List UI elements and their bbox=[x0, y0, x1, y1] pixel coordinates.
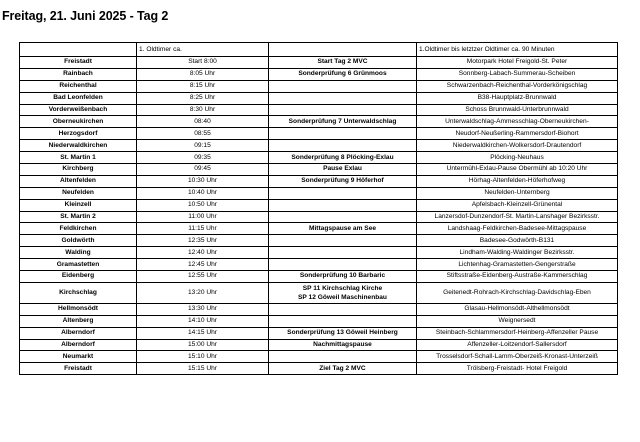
table-row bbox=[20, 282, 618, 303]
table-row bbox=[20, 235, 618, 247]
time-cell: 12:55 Uhr bbox=[137, 271, 269, 283]
table-row bbox=[20, 164, 618, 176]
table-row bbox=[20, 315, 618, 327]
event-cell bbox=[269, 315, 417, 327]
place-cell: Goldwörth bbox=[20, 235, 137, 247]
route-cell: Trosselsdorf-Schall-Lamm-Oberzeiß-Kronast-Unterzeiß bbox=[417, 351, 618, 363]
event-label: Sonderprüfung 9 Höferhof bbox=[301, 177, 384, 185]
schedule-body bbox=[20, 43, 618, 375]
route-cell: Lichtenhag-Gramastetten-Gengerstraße bbox=[417, 259, 618, 271]
event-cell bbox=[269, 68, 417, 80]
event-label: SP 12 Göweil Maschinenbau bbox=[298, 293, 387, 301]
route-cell: Plöcking-Neuhaus bbox=[417, 152, 618, 164]
place-cell: Walding bbox=[20, 247, 137, 259]
place-cell: Herzogsdorf bbox=[20, 128, 137, 140]
time-cell: 09:15 bbox=[137, 140, 269, 152]
time-cell: 14:10 Uhr bbox=[137, 315, 269, 327]
route-cell: Affenzeller-Loitzendorf-Sallersdorf bbox=[417, 339, 618, 351]
place-cell: Oberneukirchen bbox=[20, 116, 137, 128]
table-row bbox=[20, 339, 618, 351]
route-cell: Schwarzenbach-Reichenthal-Vorderkönigschlag bbox=[417, 80, 618, 92]
event-cell bbox=[269, 187, 417, 199]
table-row bbox=[20, 152, 618, 164]
route-cell: Glasau-Hellmonsödt-Althellmonsödt bbox=[417, 303, 618, 315]
event-cell bbox=[269, 351, 417, 363]
event-cell bbox=[269, 327, 417, 339]
time-cell: 13:20 Uhr bbox=[137, 282, 269, 303]
time-cell: 10:30 Uhr bbox=[137, 175, 269, 187]
place-cell: Neumarkt bbox=[20, 351, 137, 363]
event-label: Mittagspause am See bbox=[308, 224, 377, 232]
table-row bbox=[20, 363, 618, 375]
place-cell: Neufelden bbox=[20, 187, 137, 199]
place-cell: Kirchberg bbox=[20, 164, 137, 176]
table-row bbox=[20, 327, 618, 339]
event-cell bbox=[269, 140, 417, 152]
route-cell: Apfelsbach-Kleinzell-Grünental bbox=[417, 199, 618, 211]
event-cell bbox=[269, 211, 417, 223]
time-cell: 11:00 Uhr bbox=[137, 211, 269, 223]
time-cell: 15:10 Uhr bbox=[137, 351, 269, 363]
event-cell bbox=[269, 247, 417, 259]
route-cell: Trölsberg-Freistadt- Hotel Freigold bbox=[417, 363, 618, 375]
event-cell bbox=[269, 303, 417, 315]
place-cell: Alberndorf bbox=[20, 327, 137, 339]
event-cell bbox=[269, 80, 417, 92]
table-row bbox=[20, 259, 618, 271]
time-cell: 12:40 Uhr bbox=[137, 247, 269, 259]
table-row bbox=[20, 140, 618, 152]
event-cell bbox=[269, 57, 417, 69]
event-label: Pause Exlau bbox=[323, 165, 362, 173]
table-row bbox=[20, 199, 618, 211]
place-cell: Hellmonsödt bbox=[20, 303, 137, 315]
time-cell: Start 8:00 bbox=[137, 57, 269, 69]
time-cell: 09:35 bbox=[137, 152, 269, 164]
page-title: Freitag, 21. Juni 2025 - Tag 2 bbox=[2, 9, 169, 23]
time-cell: 8:05 Uhr bbox=[137, 68, 269, 80]
time-cell: 13:30 Uhr bbox=[137, 303, 269, 315]
time-cell: 09:45 bbox=[137, 164, 269, 176]
event-cell bbox=[269, 152, 417, 164]
table-row bbox=[20, 175, 618, 187]
time-cell: 15:15 Uhr bbox=[137, 363, 269, 375]
table-row bbox=[20, 80, 618, 92]
table-row bbox=[20, 223, 618, 235]
time-cell: 08:40 bbox=[137, 116, 269, 128]
table-row bbox=[20, 104, 618, 116]
event-label: Sonderprüfung 13 Göweil Heinberg bbox=[287, 329, 398, 337]
place-cell: Vorderweißenbach bbox=[20, 104, 137, 116]
event-label: Sonderprüfung 10 Barbaric bbox=[299, 272, 386, 280]
header-place bbox=[20, 43, 137, 57]
table-row bbox=[20, 271, 618, 283]
route-cell: Lanzersdof-Dunzendorf-St. Martin-Lanshager Bezirksstr. bbox=[417, 211, 618, 223]
table-row bbox=[20, 351, 618, 363]
header-route: 1.Oldtimer bis letztzer Oldtimer ca. 90 Minuten bbox=[417, 43, 618, 57]
route-cell: Neufelden-Unternberg bbox=[417, 187, 618, 199]
event-cell bbox=[269, 223, 417, 235]
place-cell: St. Martin 1 bbox=[20, 152, 137, 164]
table-row bbox=[20, 128, 618, 140]
place-cell: Kirchschlag bbox=[20, 282, 137, 303]
route-cell: Geitenedt-Rohrach-Kirchschlag-Davidschlag-Eben bbox=[417, 282, 618, 303]
place-cell: Kleinzell bbox=[20, 199, 137, 211]
table-row bbox=[20, 211, 618, 223]
place-cell: Altenfelden bbox=[20, 175, 137, 187]
route-cell: Badesee-Godwörth-B131 bbox=[417, 235, 618, 247]
route-cell: Motorpark Hotel Freigold-St. Peter bbox=[417, 57, 618, 69]
time-cell: 12:45 Uhr bbox=[137, 259, 269, 271]
place-cell: Feldkirchen bbox=[20, 223, 137, 235]
event-cell bbox=[269, 363, 417, 375]
event-cell bbox=[269, 199, 417, 211]
table-row bbox=[20, 303, 618, 315]
event-label: Nachmittagspause bbox=[313, 341, 372, 349]
event-label: Start Tag 2 MVC bbox=[317, 58, 368, 66]
event-cell bbox=[269, 259, 417, 271]
header-event bbox=[269, 43, 417, 57]
time-cell: 15:00 Uhr bbox=[137, 339, 269, 351]
time-cell: 8:25 Uhr bbox=[137, 92, 269, 104]
route-cell: Landshaag-Feldkirchen-Badesee-Mittagspause bbox=[417, 223, 618, 235]
event-label: Sonderprüfung 7 Unterwaldschlag bbox=[288, 117, 397, 125]
header-time: 1. Oldtimer ca. bbox=[137, 43, 269, 57]
table-row bbox=[20, 68, 618, 80]
place-cell: St. Martin 2 bbox=[20, 211, 137, 223]
event-label: Sonderprüfung 6 Grünmoos bbox=[298, 70, 387, 78]
route-cell: B38-Hauptplatz-Brunnwald bbox=[417, 92, 618, 104]
route-cell: Lindham-Walding-Waldinger Bezirksstr. bbox=[417, 247, 618, 259]
event-cell bbox=[269, 339, 417, 351]
route-cell: Stiftsstraße-Eidenberg-Austraße-Kammerschlag bbox=[417, 271, 618, 283]
time-cell: 14:15 Uhr bbox=[137, 327, 269, 339]
time-cell: 10:50 Uhr bbox=[137, 199, 269, 211]
place-cell: Bad Leonfelden bbox=[20, 92, 137, 104]
route-cell: Untermühl-Exlau-Pause Obermühl ab 10:20 Uhr bbox=[417, 164, 618, 176]
table-row bbox=[20, 57, 618, 69]
table-row bbox=[20, 116, 618, 128]
place-cell: Reichenthal bbox=[20, 80, 137, 92]
event-cell bbox=[269, 104, 417, 116]
event-cell bbox=[269, 271, 417, 283]
route-cell: Weignersedt bbox=[417, 315, 618, 327]
route-cell: Schoss Brunnwald-Unterbrunnwald bbox=[417, 104, 618, 116]
event-cell bbox=[269, 116, 417, 128]
place-cell: Altenberg bbox=[20, 315, 137, 327]
place-cell: Freistadt bbox=[20, 363, 137, 375]
event-label: Ziel Tag 2 MVC bbox=[319, 364, 366, 372]
time-cell: 11:15 Uhr bbox=[137, 223, 269, 235]
route-cell: Sonnberg-Labach-Summerau-Scheiben bbox=[417, 68, 618, 80]
time-cell: 08:55 bbox=[137, 128, 269, 140]
header-row bbox=[20, 43, 618, 57]
place-cell: Freistadt bbox=[20, 57, 137, 69]
schedule-table bbox=[19, 42, 618, 375]
place-cell: Alberndorf bbox=[20, 339, 137, 351]
place-cell: Rainbach bbox=[20, 68, 137, 80]
event-cell bbox=[269, 128, 417, 140]
table-row bbox=[20, 187, 618, 199]
table-row bbox=[20, 92, 618, 104]
route-cell: Steinbach-Schlammersdorf-Heinberg-Affenzeller Pause bbox=[417, 327, 618, 339]
event-cell bbox=[269, 175, 417, 187]
place-cell: Niederwaldkirchen bbox=[20, 140, 137, 152]
event-cell bbox=[269, 235, 417, 247]
place-cell: Eidenberg bbox=[20, 271, 137, 283]
event-cell bbox=[269, 282, 417, 303]
route-cell: Unterwaldschlag-Ammesschlag-Oberneukirchen- bbox=[417, 116, 618, 128]
route-cell: Neudorf-Neußerling-Rammersdorf-Biohort bbox=[417, 128, 618, 140]
table-row bbox=[20, 247, 618, 259]
time-cell: 12:35 Uhr bbox=[137, 235, 269, 247]
time-cell: 8:30 Uhr bbox=[137, 104, 269, 116]
event-label: Sonderprüfung 8 Plöcking-Exlau bbox=[291, 153, 394, 161]
place-cell: Gramastetten bbox=[20, 259, 137, 271]
event-cell bbox=[269, 164, 417, 176]
route-cell: Niederwaldkirchen-Wolkersdorf-Drautendorf bbox=[417, 140, 618, 152]
time-cell: 8:15 Uhr bbox=[137, 80, 269, 92]
time-cell: 10:40 Uhr bbox=[137, 187, 269, 199]
event-cell bbox=[269, 92, 417, 104]
route-cell: Hörhag-Altenfelden-Höferhofweg bbox=[417, 175, 618, 187]
event-label: SP 11 Kirchschlag Kirche bbox=[302, 284, 383, 292]
